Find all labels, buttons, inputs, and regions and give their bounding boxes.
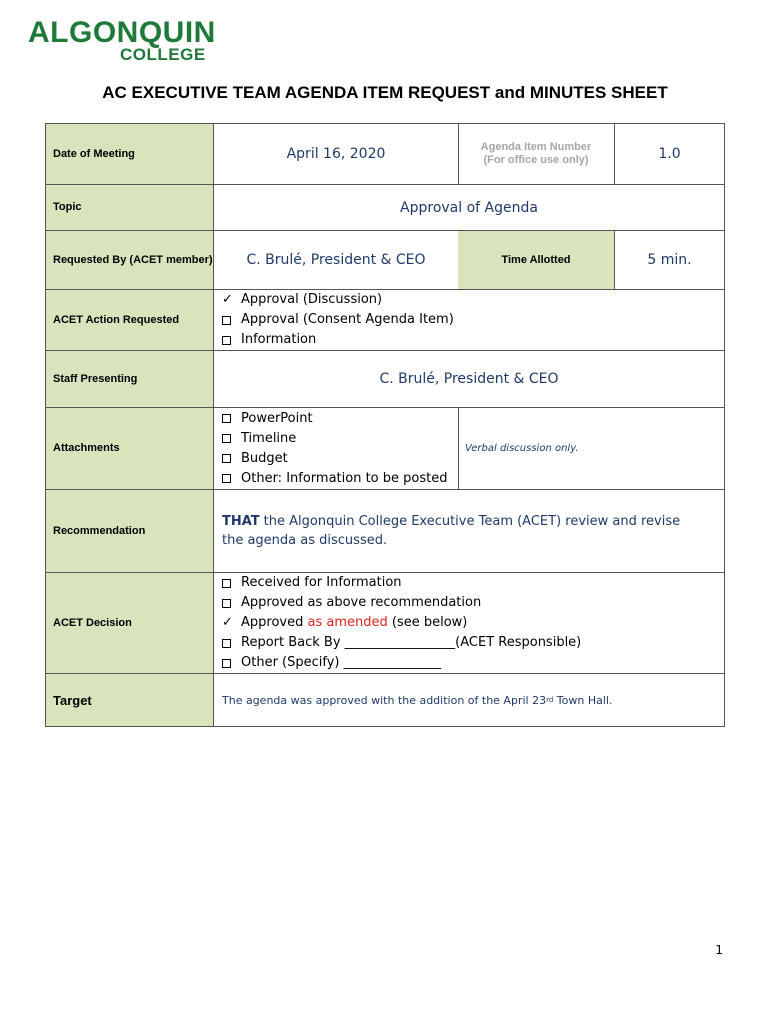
decision-option-report-back[interactable] xyxy=(222,633,581,653)
action-option-label: Approval (Consent Agenda Item) xyxy=(241,312,454,327)
algonquin-college-logo xyxy=(28,16,216,64)
decision-option-received[interactable] xyxy=(222,573,581,593)
attachment-option-label: PowerPoint xyxy=(241,410,313,426)
label-requested-by: Requested By (ACET member) xyxy=(46,231,214,289)
attachment-option-label: Other: Information to be posted xyxy=(241,470,448,486)
page-number: 1 xyxy=(715,943,723,957)
row-requested-by xyxy=(45,231,725,290)
checkbox-empty-icon xyxy=(222,639,231,648)
target-text xyxy=(222,674,612,726)
attachment-option-powerpoint[interactable] xyxy=(222,409,447,429)
checkbox-empty-icon xyxy=(222,454,231,463)
agenda-table xyxy=(45,123,725,727)
row-date-of-meeting xyxy=(45,123,725,185)
decision-option-approved[interactable] xyxy=(222,593,581,613)
action-option-label: Information xyxy=(241,332,317,347)
decision-option-label: Other (Specify) _______________ xyxy=(241,655,442,670)
item-number-label-text: Agenda Item Number xyxy=(480,141,592,153)
label-recommendation: Recommendation xyxy=(46,490,214,572)
time-allotted-value: 5 min. xyxy=(647,252,692,268)
document-title: AC EXECUTIVE TEAM AGENDA ITEM REQUEST and MINUTES SHEET xyxy=(102,83,668,102)
checkbox-empty-icon xyxy=(222,659,231,668)
checkbox-empty-icon xyxy=(222,434,231,443)
agenda-item-number-label xyxy=(458,124,614,184)
checkbox-empty-icon xyxy=(222,579,231,588)
decision-option-label: Received for Information xyxy=(241,575,402,590)
agenda-item-number-value: 1.0 xyxy=(658,146,681,162)
label-target: Target xyxy=(46,674,214,726)
checkbox-empty-icon xyxy=(222,414,231,423)
checkbox-empty-icon xyxy=(222,336,231,345)
checkbox-empty-icon xyxy=(222,599,231,608)
checkmark-icon: ✓ xyxy=(222,292,233,307)
target-text-end: Town Hall. xyxy=(553,693,613,707)
attachment-option-budget[interactable] xyxy=(222,449,447,469)
decision-option-label: Report Back By _________________(ACET Responsible) xyxy=(241,635,582,650)
label-acet-decision: ACET Decision xyxy=(46,573,214,673)
recommendation-body: the Algonquin College Executive Team (ACET) review and revise the agenda as discussed. xyxy=(222,514,681,548)
target-text-sup: rd xyxy=(546,696,554,704)
attachment-option-label: Budget xyxy=(241,450,288,466)
logo-line-1: ALGONQUIN xyxy=(28,16,216,49)
action-option-label: Approval (Discussion) xyxy=(241,292,383,307)
attachment-option-label: Timeline xyxy=(241,430,297,446)
checkbox-empty-icon xyxy=(222,316,231,325)
logo-line-2: COLLEGE xyxy=(120,45,206,64)
decision-option-other[interactable] xyxy=(222,653,581,673)
action-options-list xyxy=(222,290,454,350)
attachment-option-timeline[interactable] xyxy=(222,429,447,449)
checkmark-icon: ✓ xyxy=(222,615,233,630)
action-option-consent[interactable] xyxy=(222,310,454,330)
target-text-main: The agenda was approved with the addition of the April 23 xyxy=(222,693,547,707)
label-date-of-meeting: Date of Meeting xyxy=(46,124,214,184)
attachments-list xyxy=(222,408,447,489)
attachments-note: Verbal discussion only. xyxy=(465,443,579,454)
row-target xyxy=(45,674,725,727)
decision-option-approved-amended[interactable] xyxy=(222,613,581,633)
label-attachments: Attachments xyxy=(46,408,214,489)
label-action-requested: ACET Action Requested xyxy=(46,290,214,350)
row-staff-presenting xyxy=(45,351,725,408)
topic-value: Approval of Agenda xyxy=(400,199,538,216)
row-acet-decision xyxy=(45,573,725,674)
checkbox-empty-icon xyxy=(222,474,231,483)
decision-options-list xyxy=(222,573,581,673)
as-amended-text: as amended xyxy=(307,615,388,630)
row-action-requested xyxy=(45,290,725,351)
row-topic xyxy=(45,185,725,231)
see-below-text: (see below) xyxy=(387,615,468,630)
recommendation-lead: THAT xyxy=(222,514,260,529)
row-attachments xyxy=(45,408,725,490)
time-allotted-label: Time Allotted xyxy=(458,231,614,289)
attachment-option-other[interactable] xyxy=(222,469,447,489)
requested-by-value: C. Brulé, President & CEO xyxy=(246,252,426,268)
label-staff-presenting: Staff Presenting xyxy=(46,351,214,407)
item-number-note-text: (For office use only) xyxy=(483,154,589,166)
action-option-information[interactable] xyxy=(222,330,454,350)
staff-presenting-value: C. Brulé, President & CEO xyxy=(379,371,559,387)
meeting-date-value: April 16, 2020 xyxy=(286,146,386,162)
decision-option-label: Approved as above recommendation xyxy=(241,595,482,610)
recommendation-text xyxy=(222,490,684,572)
row-recommendation xyxy=(45,490,725,573)
label-topic: Topic xyxy=(46,185,214,230)
action-option-discussion[interactable] xyxy=(222,290,454,310)
decision-option-label: Approved xyxy=(241,615,308,630)
